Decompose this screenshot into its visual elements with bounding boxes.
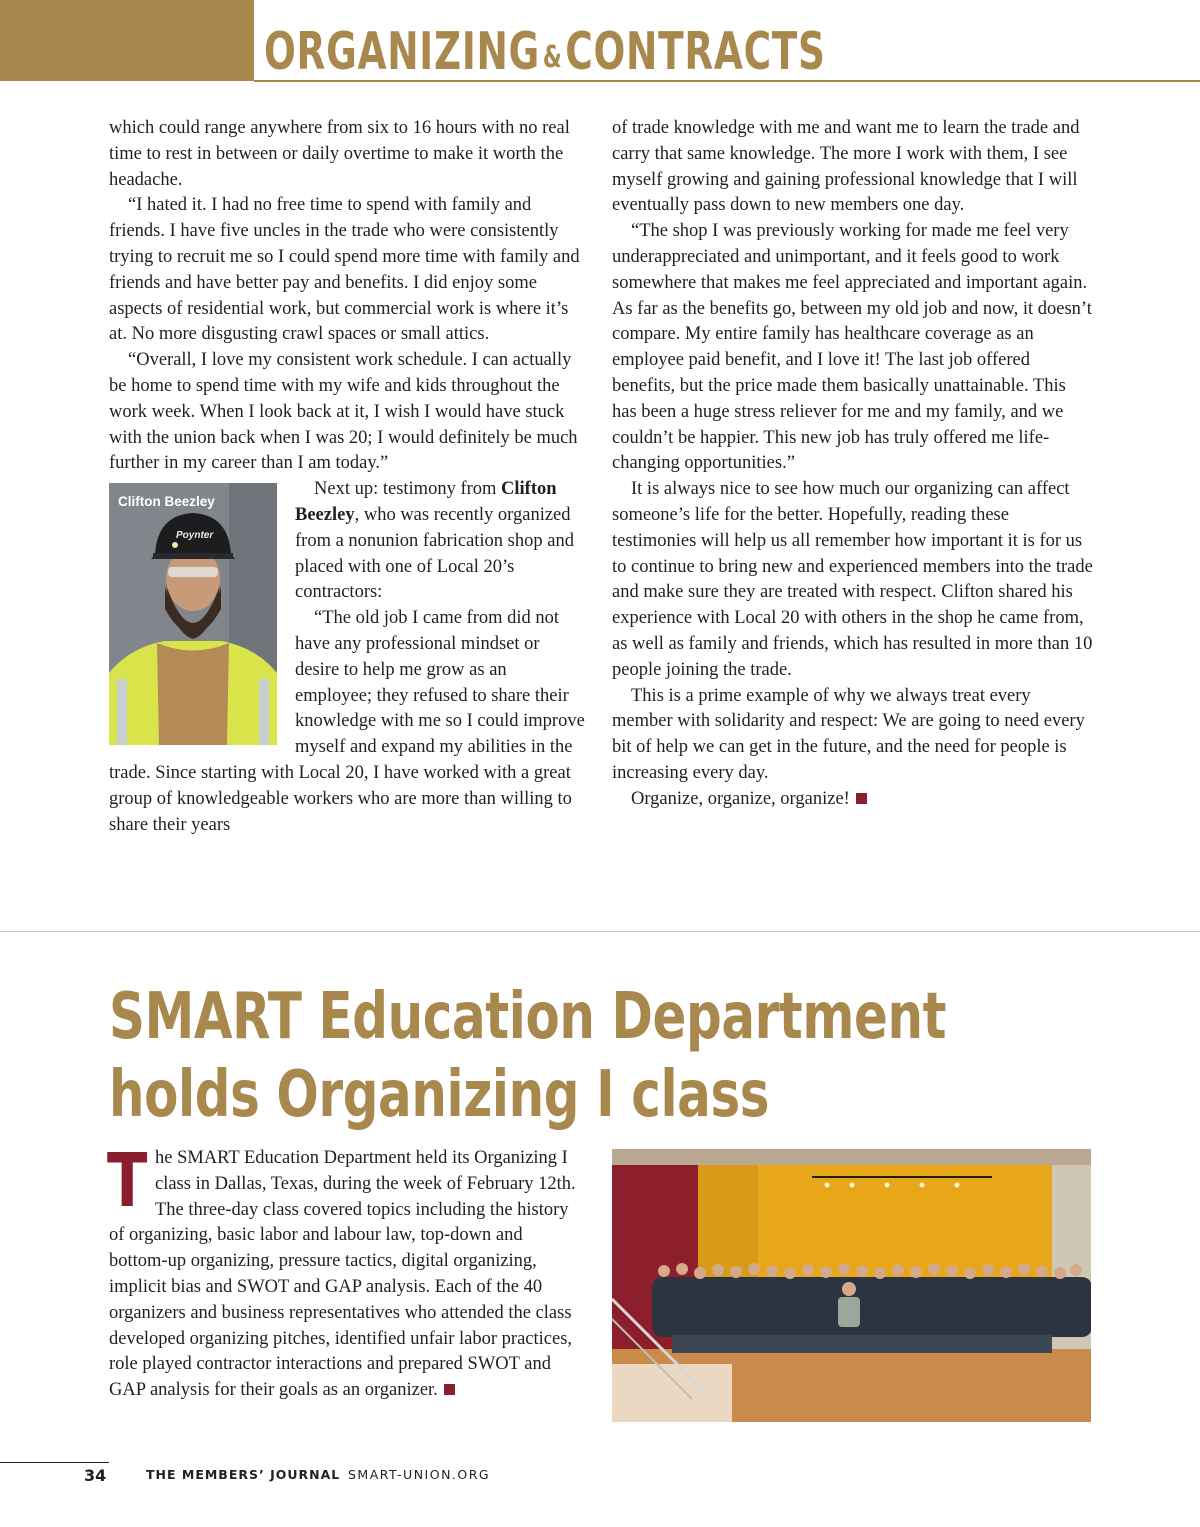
clifton-beezley-photo — [109, 483, 277, 745]
paragraph: It is always nice to see how much our organizing can affect someone’s life for the better. Hopefully, reading these testimonies will help us all remember how important it is for us to continue to bring new and experienced members into the trade and make sure they are treated with respect. Clifton shared his experience with Local 20 with others in the shop he came from, as well as family and friends, which has resulted in more than 10 people joining the trade. — [612, 479, 1093, 680]
page-number: 34 — [84, 1466, 107, 1485]
paragraph: “The old job I came from did not have any professional mindset or desire to help me grow as an employee; they refused to share their knowledge with me so I could improve myself and expand my abilities in the trade. Since starting with Local 20, I have worked with a great group of knowledgeable workers who are more than willing to share their years — [109, 608, 585, 835]
class-group-illustration — [612, 1149, 1091, 1422]
paragraph: “Overall, I love my consistent work schedule. I can actually be home to spend time with my wife and kids throughout the work week. When I look back at it, I wish I would have stuck with the union back when I was 20; I would definitely be much further in my career than I am today.” — [109, 350, 578, 474]
section-title-left: ORGANIZING — [264, 22, 540, 82]
end-mark-icon — [856, 793, 867, 804]
paragraph — [107, 1138, 581, 1404]
closing-paragraph — [612, 787, 1094, 813]
section-tab-block — [0, 0, 254, 81]
class-group-photo — [612, 1149, 1091, 1422]
next-up-rest: , who was recently organized from a nonunion fabrication shop and placed with one of Local 20’s contractors: — [295, 504, 574, 603]
section-title-right: CONTRACTS — [565, 22, 826, 82]
article-body-text: he SMART Education Department held its Organizing I class in Dallas, Texas, during the week of February 12th. The three-day class covered topics including the history of organizing, basic labor and labour law, top-down and bottom-up organizing, pressure tactics, digital organizing, implicit bias and SWOT and GAP analysis. Each of the 40 organizers and business representatives who attended the class developed organizing pitches, identified unfair labor practices, role played contractor interactions and prepared SWOT and GAP analysis for their goals as an organizer. — [109, 1148, 576, 1401]
section-title-ampersand: & — [542, 40, 563, 75]
next-up-intro: Next up: testimony from — [314, 479, 502, 500]
paragraph: of trade knowledge with me and want me to learn the trade and carry that same knowledge. The more I work with them, I see myself growing and gaining professional knowledge that I will eventually pass down to new members one day. — [612, 118, 1080, 216]
paragraph: This is a prime example of why we always treat every member with solidarity and respect: We are going to need every bit of help we can get in the future, and the need for people is increasing every day. — [612, 685, 1085, 783]
headline-line-1: SMART Education Department — [109, 980, 947, 1054]
paragraph: “The shop I was previously working for made me feel very underappreciated and unimportant, and it feels good to work somewhere that makes me feel appreciated and important again. As far as the benefits go, between my old job and now, it doesn’t compare. My entire family has healthcare coverage as an employee paid benefit, and I love it! The last job offered benefits, but the price made them basically unattainable. This has been a huge stress reliever for me and my family, and we couldn’t be happier. This new job has truly offered me life-changing opportunities.” — [612, 221, 1092, 474]
paragraph: “I hated it. I had no free time to spend with family and friends. I have five uncles in the trade who were consistently trying to recruit me so I could spend more time with family and friends and have better pay and benefits. I did enjoy some aspects of residential work, but commercial work is where it’s at. No more disgusting crawl spaces or small attics. — [109, 195, 580, 345]
footer-rule — [0, 1462, 109, 1463]
hat-logo-text: Poynter — [176, 530, 214, 542]
section-title — [264, 20, 826, 84]
article-body — [107, 1138, 581, 1404]
article-left-column — [109, 116, 587, 838]
interviewee-name: Clifton Beezley — [295, 479, 557, 525]
headline-line-2: holds Organizing I class — [109, 1058, 770, 1132]
journal-name: THE MEMBERS’ JOURNAL — [146, 1467, 341, 1482]
paragraph: which could range anywhere from six to 16 hours with no real time to rest in between or daily overtime to make it worth the headache. — [109, 118, 570, 190]
website-url: SMART-UNION.ORG — [348, 1467, 491, 1482]
closing-line: Organize, organize, organize! — [631, 788, 850, 809]
drop-cap: T — [107, 1138, 148, 1224]
end-mark-icon — [444, 1384, 455, 1395]
article-right-column — [612, 116, 1094, 813]
photo-caption: Clifton Beezley — [118, 494, 215, 510]
article-divider — [0, 931, 1200, 932]
article-headline — [109, 978, 946, 1134]
